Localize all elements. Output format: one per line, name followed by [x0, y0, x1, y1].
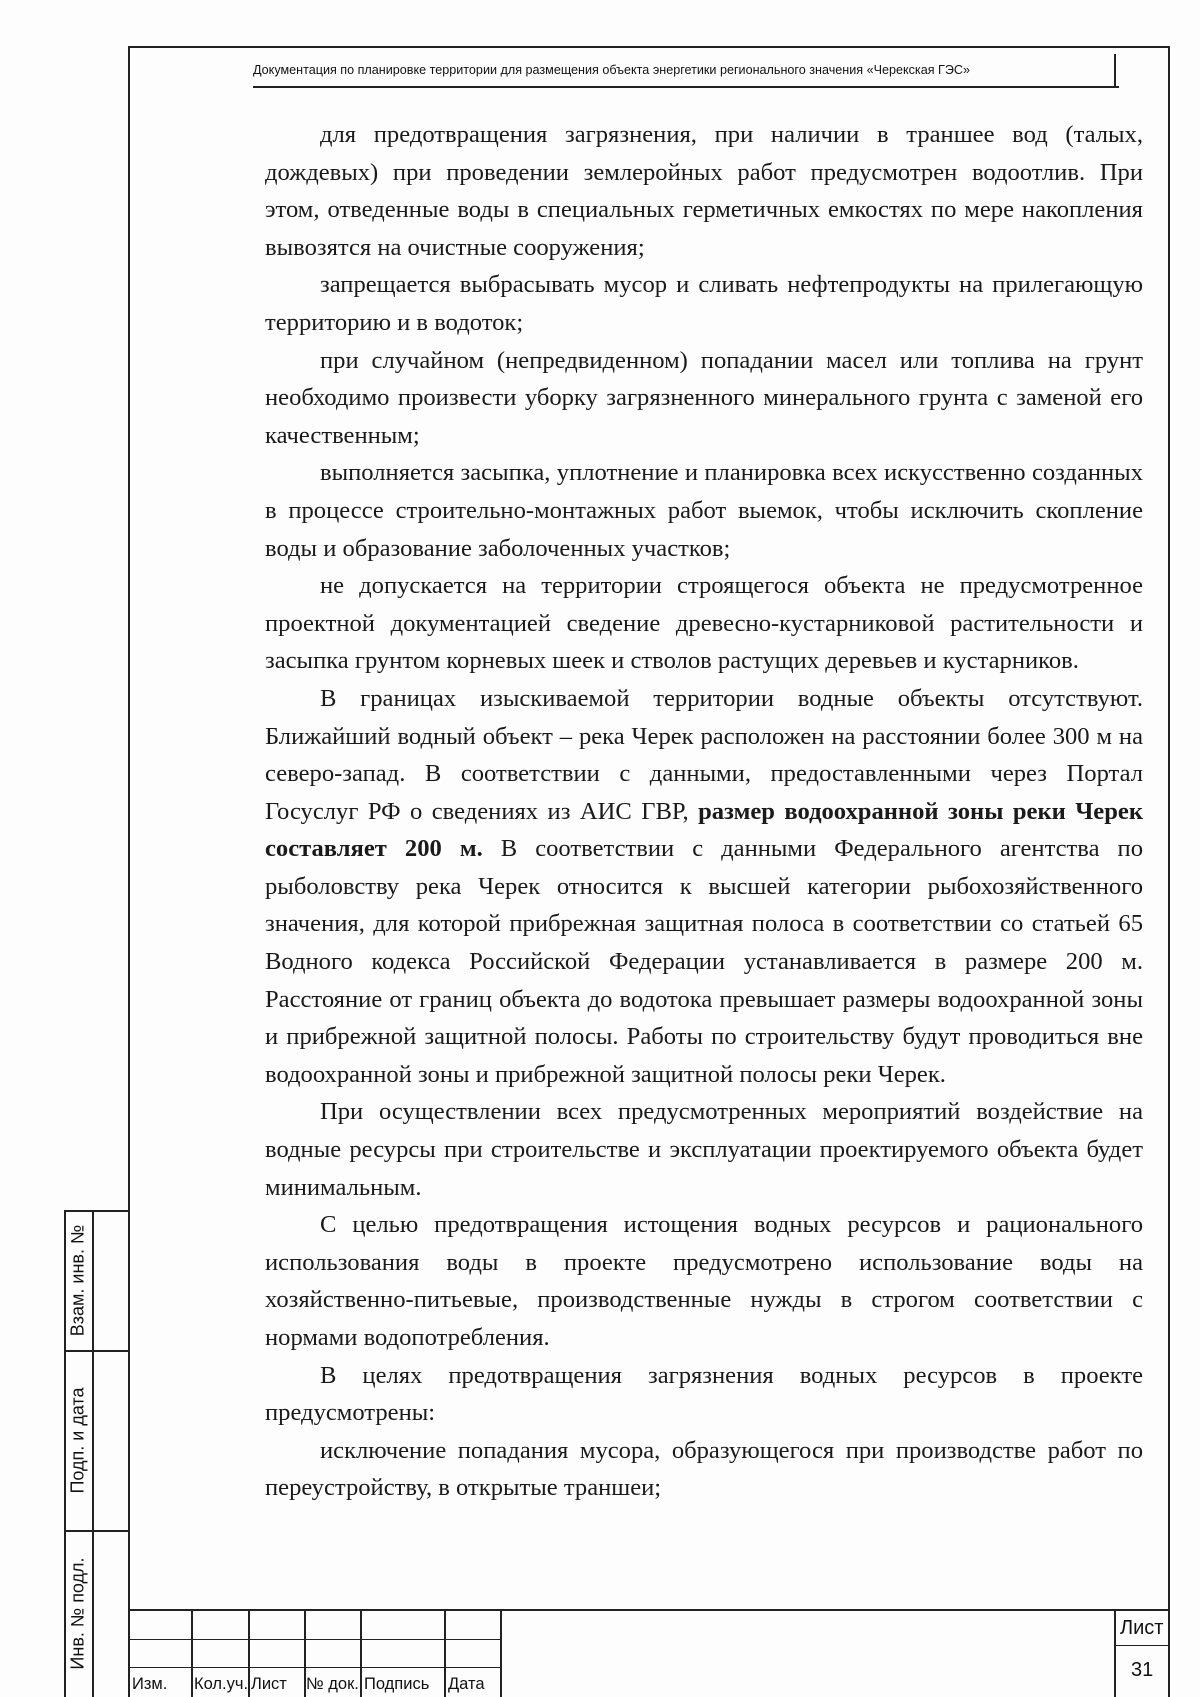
title-block-row [128, 1667, 500, 1668]
side-stamp-table [64, 1210, 128, 1697]
document-header: Документация по планировке территории для размещения объекта энергетики регионального значения «Черекская ГЭС» [253, 63, 971, 77]
side-label-podp: Подп. и дата [67, 1386, 88, 1494]
paragraph: С целью предотвращения истощения водных ресурсов и рационального использования воды в проекте предусмотрено использование воды на хозяйственно-питьевые, производственные нужды в строгом соответствии с нормами водопотребления. [265, 1211, 1143, 1351]
title-block-col [360, 1609, 362, 1697]
paragraph: При осуществлении всех предусмотренных мероприятий воздействие на водные ресурсы при строительстве и эксплуатации проектируемого объекта будет минимальным. [265, 1098, 1143, 1201]
paragraph: при случайном (непредвиденном) попадании масел или топлива на грунт необходимо произвести уборку загрязненного минерального грунта с заменой его качественным; [265, 346, 1143, 449]
title-block-col [248, 1609, 250, 1697]
paragraph-text: В соответствии с данными Федерального агентства по рыболовству река Черек относится к высшей категории рыбохозяйственного значения, для которой прибрежная защитная полоса в соответствии со статьей 65 Водного кодекса Российской Федерации устанавливается в размере 200 м. Расстояние от границ объекта до водотока превышает размеры водоохранной зоны и прибрежной защитной полосы. Работы по строительству будут проводиться вне водоохранной зоны и прибрежной защитной полосы реки Черек. [265, 835, 1143, 1088]
column-data: Дата [448, 1675, 485, 1693]
paragraph: выполняется засыпка, уплотнение и планировка всех искусственно созданных в процессе строительно-монтажных работ выемок, чтобы исключить скопление воды и образование заболоченных участков; [265, 459, 1143, 562]
paragraph: запрещается выбрасывать мусор и сливать нефтепродукты на прилегающую территорию и в водоток; [265, 271, 1143, 336]
title-block-col [500, 1609, 502, 1697]
title-block-row [1114, 1645, 1170, 1646]
title-block-top-border [128, 1609, 1170, 1611]
sheet-label: Лист [1120, 1617, 1164, 1639]
paragraph: для предотвращения загрязнения, при наличии в траншее вод (талых, дождевых) при проведении землеройных работ предусмотрен водоотлив. При этом, отведенные воды в специальных герметичных емкостях по мере накопления вывозятся на очистные сооружения; [265, 121, 1143, 261]
column-n-dok: № док. [306, 1675, 359, 1693]
header-underline [253, 86, 1119, 88]
paragraph-water-objects [265, 680, 1143, 1094]
column-izm: Изм. [132, 1675, 168, 1693]
bold-statement: размер водоохранной зоны реки Черек составляет 200 м. [265, 797, 1143, 863]
document-body [265, 116, 1143, 1507]
side-column-border [92, 1210, 94, 1697]
paragraph: не допускается на территории строящегося объекта не предусмотренное проектной документацией сведение древесно-кустарниковой растительности и засыпка грунтом корневых шеек и стволов растущих деревьев и кустарников. [265, 572, 1143, 675]
title-block-row [128, 1639, 500, 1640]
sheet-number: 31 [1131, 1659, 1154, 1681]
header-corner-box [1114, 54, 1170, 86]
paragraph: исключение попадания мусора, образующегося при производстве работ по переустройству, в открытые траншеи; [265, 1436, 1143, 1502]
title-block-col [1114, 1609, 1116, 1697]
title-block-col [444, 1609, 446, 1697]
column-kol-uch: Кол.уч. [194, 1675, 249, 1693]
column-podpis: Подпись [364, 1675, 430, 1693]
paragraph: В целях предотвращения загрязнения водных ресурсов в проекте предусмотрены: [265, 1361, 1143, 1427]
column-list: Лист [251, 1675, 287, 1693]
side-label-inv: Инв. № подл. [67, 1557, 88, 1670]
title-block [128, 1609, 1170, 1697]
title-block-col [191, 1609, 193, 1697]
side-label-vzam: Взам. инв. № [67, 1224, 88, 1336]
paragraph-text: В границах изыскиваемой территории водные объекты отсутствуют. Ближайший водный объект – река Черек расположен на расстоянии более 300 м на северо-запад. В соответствии с данными, предоставленными через Портал Госуслуг РФ о сведениях из АИС ГВР, [265, 684, 1143, 825]
